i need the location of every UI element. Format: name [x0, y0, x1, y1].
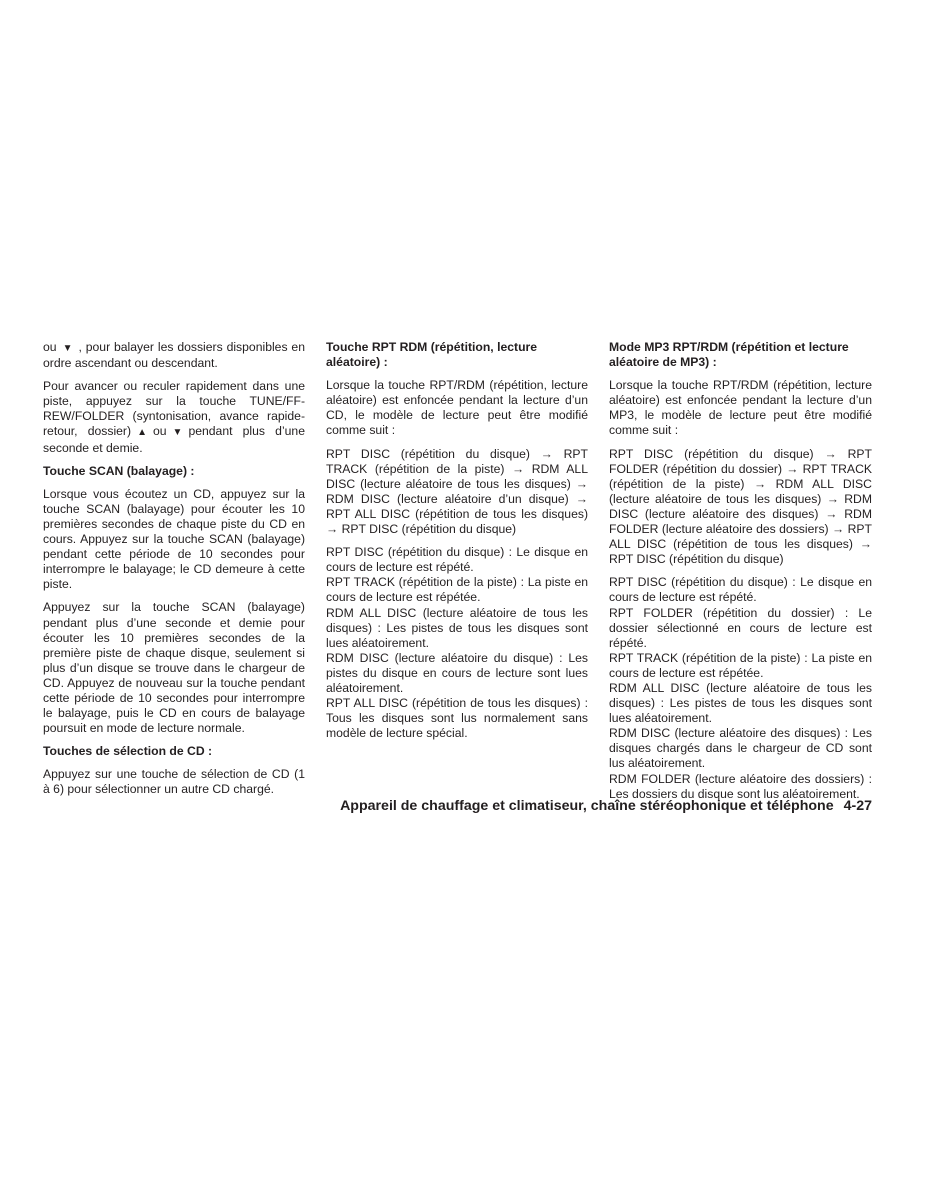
definition-mp3-rdm-disc: RDM DISC (lecture aléatoire des disques) : Les disques chargés dans le chargeur de CD sont lus aléatoirement. [609, 726, 872, 771]
paragraph-mp3-sequence: RPT DISC (répétition du disque) → RPT FOLDER (répétition du dossier) → RPT TRACK (répétition de la piste) → RDM ALL DISC (lecture aléatoire de tous les disques) → RDM DISC (lecture aléatoire des disques) → RDM FOLDER (lecture aléatoire des dossiers) → RPT ALL DISC (répétition de tous les disques) → RPT DISC (répétition du disque) [609, 446, 872, 567]
paragraph-cd-select: Appuyez sur une touche de sélection de CD (1 à 6) pour sélectionner un autre CD chargé. [43, 767, 305, 797]
triangle-up-icon: ▲ [137, 427, 147, 439]
heading-mp3-rpt-rdm: Mode MP3 RPT/RDM (répétition et lecture aléatoire de MP3) : [609, 340, 849, 370]
paragraph-rpt-sequence: RPT DISC (répétition du disque) → RPT TRACK (répétition de la piste) → RDM ALL DISC (lecture aléatoire de tous les disques) → RDM DISC (lecture aléatoire d’un disque) → RPT ALL DISC (répétition de tous les disques) → RPT DISC (répétition du disque) [326, 446, 588, 537]
triangle-down-icon: ▼ [62, 343, 73, 354]
definition-mp3-rdm-all-disc: RDM ALL DISC (lecture aléatoire de tous les disques) : Les pistes de tous les disques sont lues aléatoirement. [609, 680, 872, 726]
column-3 [609, 340, 872, 802]
paragraph-fast-forward: Pour avancer ou reculer rapidement dans une piste, appuyez sur la touche TUNE/FF-REW/FOLDER (syntonisation, avance rapide-retour, dossier) ▲ ou ▼ pendant plus d’une seconde et demie. [43, 379, 305, 455]
paragraph-rpt-intro: Lorsque la touche RPT/RDM (répétition, lecture aléatoire) est enfoncée pendant la lecture d’un CD, le modèle de lecture peut être modifié comme suit : [326, 378, 588, 438]
paragraph-folder-scan: ou ▼ , pour balayer les dossiers disponibles en ordre ascendant ou descendant. [43, 340, 305, 371]
heading-scan: Touche SCAN (balayage) : [43, 463, 195, 478]
column-1 [43, 340, 305, 806]
page-number: 4-27 [843, 798, 872, 814]
heading-cd-select: Touches de sélection de CD : [43, 744, 213, 759]
definition-mp3-rdm-folder: RDM FOLDER (lecture aléatoire des dossiers) : Les dossiers du disque sont lus aléatoirement. [609, 771, 872, 801]
page-footer [330, 798, 872, 814]
definition-mp3-rpt-folder: RPT FOLDER (répétition du dossier) : Le dossier sélectionné en cours de lecture est répété. [609, 605, 872, 650]
definition-rdm-disc: RDM DISC (lecture aléatoire du disque) : Les pistes du disque en cours de lecture sont lues aléatoirement. [326, 650, 588, 695]
section-title: Appareil de chauffage et climatiseur, chaîne stéréophonique et téléphone [340, 798, 834, 814]
paragraph-scan-1: Lorsque vous écoutez un CD, appuyez sur la touche SCAN (balayage) pour écouter les 10 premières secondes de chaque piste du CD en cours. Appuyez sur la touche SCAN (balayage) pendant cette période de 10 secondes pour interrompre le balayage; le CD demeure à cette piste. [43, 486, 305, 592]
definition-mp3-rpt-track: RPT TRACK (répétition de la piste) : La piste en cours de lecture est répétée. [609, 650, 872, 680]
paragraph-scan-2: Appuyez sur la touche SCAN (balayage) pendant plus d’une seconde et demie pour écouter les 10 premières secondes de la première piste de chaque disque, seulement si plus d’un disque se trouve dans le chargeur de CD. Appuyez de nouveau sur la touche pendant cette période de 10 secondes pour interrompre le balayage, puis le CD en cours de balayage poursuit en mode de lecture normale. [43, 600, 305, 736]
definition-rpt-disc: RPT DISC (répétition du disque) : Le disque en cours de lecture est répété. [326, 545, 588, 575]
column-2 [326, 340, 588, 741]
paragraph-mp3-intro: Lorsque la touche RPT/RDM (répétition, lecture aléatoire) est enfoncée pendant la lecture d’un MP3, le modèle de lecture peut être modifié comme suit : [609, 378, 872, 438]
definition-rpt-track: RPT TRACK (répétition de la piste) : La piste en cours de lecture est répétée. [326, 575, 588, 605]
definition-rpt-all-disc: RPT ALL DISC (répétition de tous les disques) : Tous les disques sont lus normalement sans modèle de lecture spécial. [326, 696, 588, 741]
triangle-down-icon: ▼ [172, 427, 183, 439]
heading-rpt-rdm: Touche RPT RDM (répétition, lecture aléatoire) : [326, 340, 538, 370]
definition-rdm-all-disc: RDM ALL DISC (lecture aléatoire de tous les disques) : Les pistes de tous les disques sont lues aléatoirement. [326, 605, 588, 650]
definition-mp3-rpt-disc: RPT DISC (répétition du disque) : Le disque en cours de lecture est répété. [609, 575, 872, 605]
